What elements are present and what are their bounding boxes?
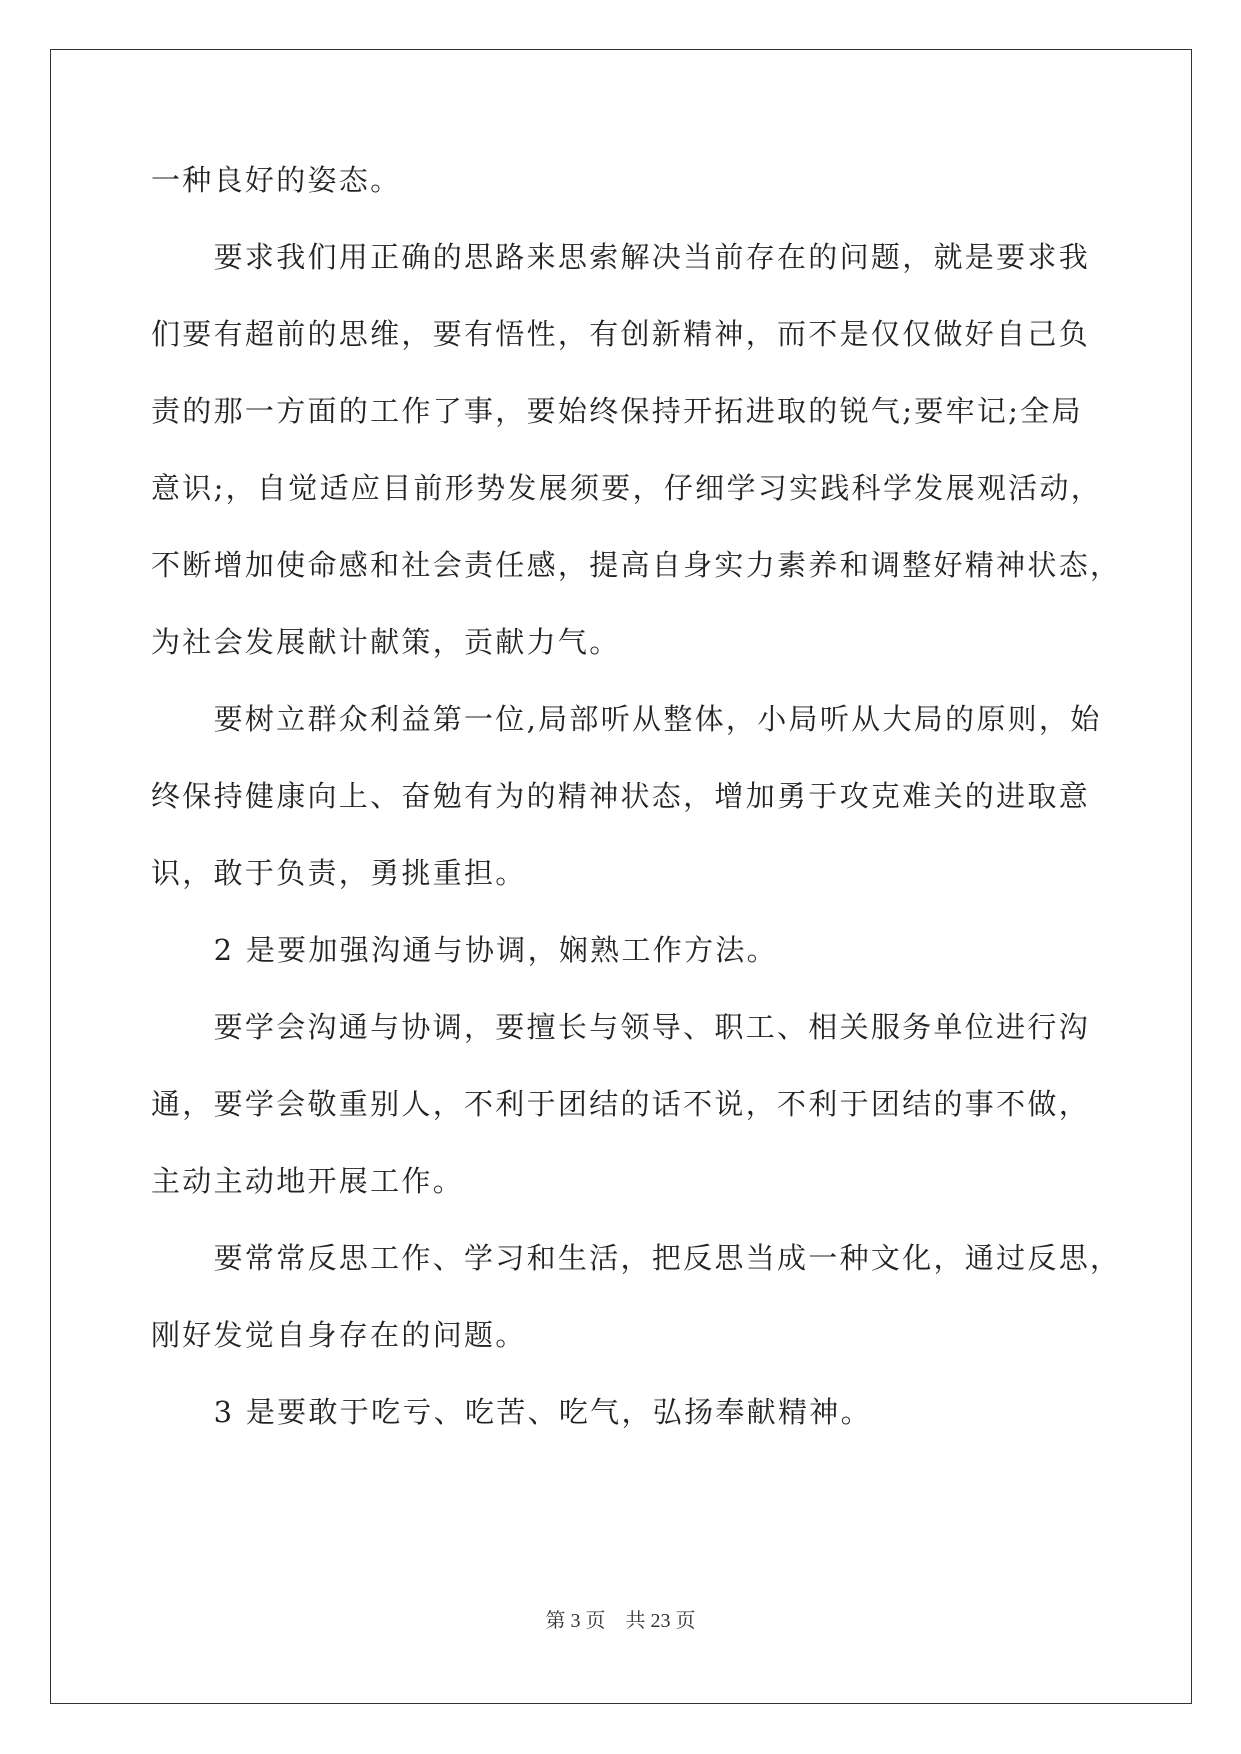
text-line: 识，敢于负责，勇挑重担。 <box>151 856 527 890</box>
text-line: 要树立群众利益第一位,局部听从整体，小局听从大局的原则，始 <box>151 702 1102 736</box>
text-line: 要学会沟通与协调，要擅长与领导、职工、相关服务单位进行沟 <box>151 1010 1091 1044</box>
text-line: 终保持健康向上、奋勉有为的精神状态，增加勇于攻克难关的进取意 <box>151 779 1091 813</box>
text-line: 不断增加使命感和社会责任感，提高自身实力素养和调整好精神状态， <box>151 548 1122 582</box>
text-line: 要求我们用正确的思路来思索解决当前存在的问题，就是要求我 <box>151 240 1091 274</box>
text-line: 2 是要加强沟通与协调，娴熟工作方法。 <box>151 933 778 967</box>
text-line: 要常常反思工作、学习和生活，把反思当成一种文化，通过反思， <box>151 1241 1122 1275</box>
text-line: 主动主动地开展工作。 <box>151 1164 465 1198</box>
text-line: 一种良好的姿态。 <box>151 163 402 197</box>
text-line: 意识;，自觉适应目前形势发展须要，仔细学习实践科学发展观活动， <box>151 471 1103 505</box>
text-line: 为社会发展献计献策，贡献力气。 <box>151 625 621 659</box>
text-line: 3 是要敢于吃亏、吃苦、吃气，弘扬奉献精神。 <box>151 1395 872 1429</box>
text-line: 通，要学会敬重别人，不利于团结的话不说，不利于团结的事不做， <box>151 1087 1091 1121</box>
text-line: 责的那一方面的工作了事，要始终保持开拓进取的锐气;要牢记;全局 <box>151 394 1083 428</box>
text-line: 刚好发觉自身存在的问题。 <box>151 1318 527 1352</box>
text-line: 们要有超前的思维，要有悟性，有创新精神，而不是仅仅做好自己负 <box>151 317 1091 351</box>
page-number-footer: 第 3 页 共 23 页 <box>545 1610 696 1632</box>
